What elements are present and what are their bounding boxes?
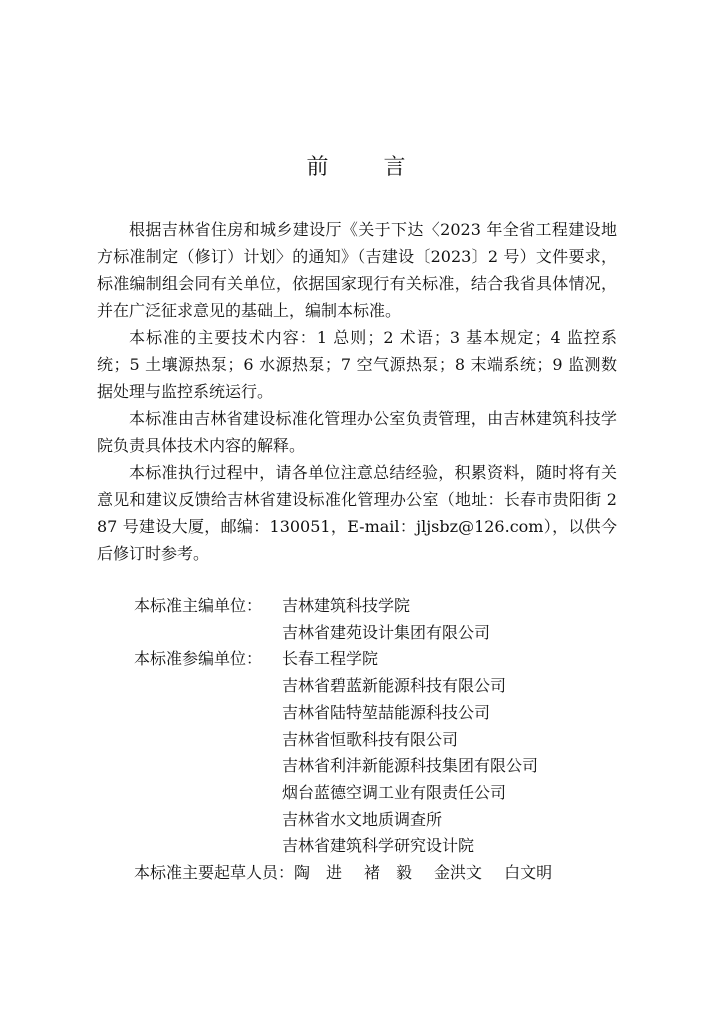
participant-unit: 吉林省陆特堃喆能源科技公司 <box>282 702 491 722</box>
paragraph-feedback: 本标准执行过程中，请各单位注意总结经验，积累资料，随时将有关意见和建议反馈给吉林省建设标准化管理办公室（地址：长春市贵阳街 287 号建设大厦，邮编：130051，E-mail：jljsbz@126.com），以供今后修订时参考。 <box>97 463 617 563</box>
drafter-name: 白文明 <box>504 863 553 883</box>
participant-unit: 烟台蓝德空调工业有限责任公司 <box>282 782 507 802</box>
participants-list <box>282 646 538 860</box>
drafters-row <box>134 860 574 887</box>
chief-editor-row <box>134 593 574 646</box>
page-title: 前 言 <box>306 155 430 180</box>
drafter-name: 金洪文 <box>434 863 483 883</box>
paragraph-management: 本标准由吉林省建设标准化管理办公室负责管理，由吉林建筑科技学院负责具体技术内容的解释。 <box>97 409 617 455</box>
units-section <box>134 593 574 887</box>
drafter-name: 陶 进 <box>294 863 343 883</box>
chief-editor-unit: 吉林建筑科技学院 <box>282 596 411 615</box>
participants-row <box>134 646 574 860</box>
participant-unit: 吉林省利沣新能源科技集团有限公司 <box>282 756 539 776</box>
paragraph-contents: 本标准的主要技术内容：1 总则；2 术语；3 基本规定；4 监控系统；5 土壤源热泵；6 水源热泵；7 空气源热泵；8 末端系统；9 监测数据处理与监控系统运行。 <box>97 328 617 401</box>
chief-editor-unit: 吉林省建苑设计集团有限公司 <box>282 622 491 642</box>
paragraph-background: 根据吉林省住房和城乡建设厅《关于下达〈2023 年全省工程建设地方标准制定（修订）计划〉的通知》（吉建设〔2023〕2 号）文件要求，标准编制组会同有关单位，依据国家现行有关标准，结合我省具体情况，并在广泛征求意见的基础上，编制本标准。 <box>97 220 617 320</box>
participants-label: 本标准参编单位： <box>134 649 263 669</box>
participant-unit: 吉林省建筑科学研究设计院 <box>282 836 475 856</box>
participant-unit: 吉林省恒歌科技有限公司 <box>282 729 459 749</box>
preface-body <box>97 216 617 567</box>
drafter-name: 褚 毅 <box>364 863 413 883</box>
chief-editor-label: 本标准主编单位： <box>134 596 263 615</box>
participant-unit: 吉林省水文地质调查所 <box>282 809 443 829</box>
participant-unit: 吉林省碧蓝新能源科技有限公司 <box>282 676 507 696</box>
drafters-label: 本标准主要起草人员： <box>134 863 295 883</box>
participant-unit: 长春工程学院 <box>282 649 379 669</box>
chief-editor-list <box>282 593 490 646</box>
